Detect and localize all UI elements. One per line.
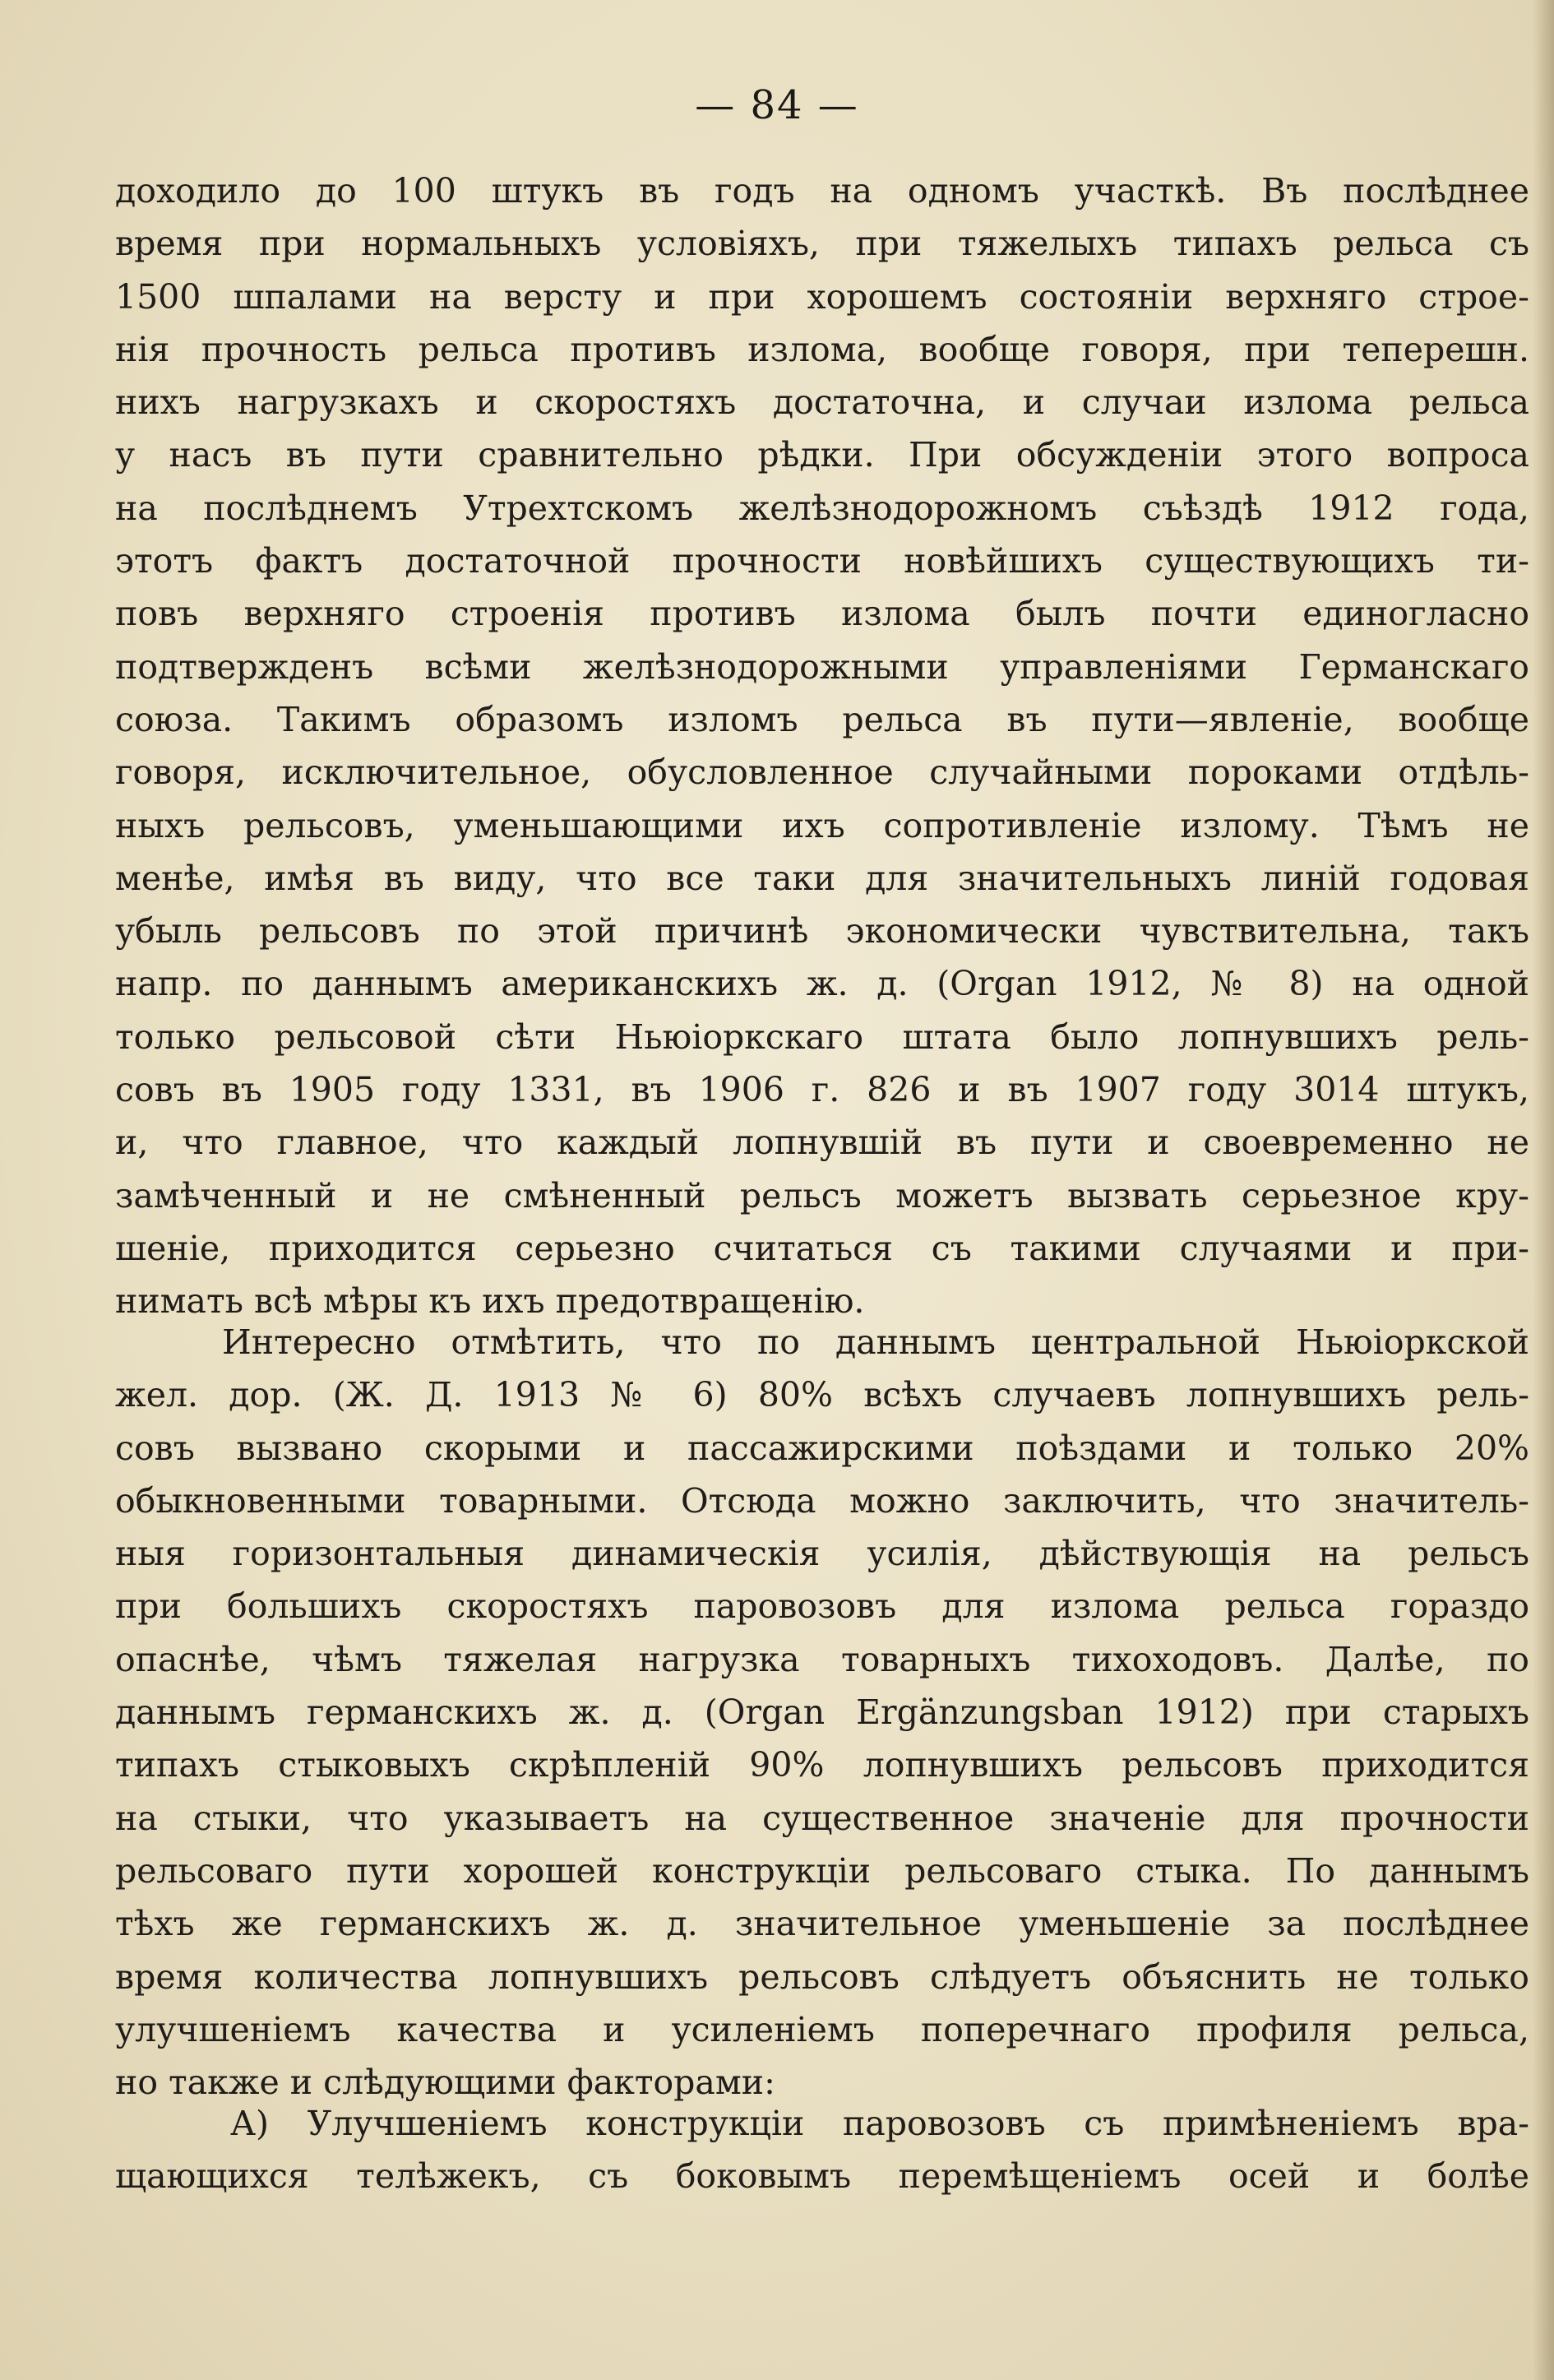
text-line: у насъ въ пути сравнительно рѣдки. При обсужденіи этого вопроса	[115, 435, 1529, 475]
paragraph-2	[115, 1316, 1529, 2109]
text-line: союза. Такимъ образомъ изломъ рельса въ пути—явленіе, вообще	[115, 699, 1529, 739]
text-line: при большихъ скоростяхъ паровозовъ для излома рельса гораздо	[115, 1586, 1529, 1627]
text-line: время количества лопнувшихъ рельсовъ слѣдуетъ объяснить не только	[115, 1956, 1529, 1997]
text-line: убыль рельсовъ по этой причинѣ экономически чувствительна, такъ	[115, 911, 1529, 952]
text-line: говоря, исключительное, обусловленное случайными пороками отдѣль-	[115, 752, 1529, 793]
text-line: ныя горизонтальныя динамическія усилія, дѣйствующія на рельсъ	[115, 1534, 1529, 1574]
text-line: Интересно отмѣтить, что по даннымъ центральной Ньюіоркской	[222, 1322, 1529, 1362]
text-line: этотъ фактъ достаточной прочности новѣйшихъ существующихъ ти-	[115, 541, 1529, 581]
text-line: обыкновенными товарными. Отсюда можно заключить, что значитель-	[115, 1480, 1529, 1521]
text-line: на послѣднемъ Утрехтскомъ желѣзнодорожномъ съѣздѣ 1912 года,	[115, 488, 1529, 528]
text-line: подтвержденъ всѣми желѣзнодорожными управленіями Германскаго	[115, 646, 1529, 687]
text-line: рельсоваго пути хорошей конструкціи рельсоваго стыка. По даннымъ	[115, 1850, 1529, 1891]
text-line: шеніе, приходится серьезно считаться съ такими случаями и при-	[115, 1228, 1529, 1268]
text-line: типахъ стыковыхъ скрѣпленій 90% лопнувшихъ рельсовъ приходится	[115, 1745, 1529, 1785]
text-line: улучшеніемъ качества и усиленіемъ поперечнаго профиля рельса,	[115, 2009, 1529, 2049]
text-line: нимать всѣ мѣры къ ихъ предотвращенію.	[115, 1281, 865, 1322]
text-line: но также и слѣдующими факторами:	[115, 2063, 775, 2103]
text-line: 1500 шпалами на версту и при хорошемъ состояніи верхняго строе-	[115, 276, 1529, 317]
text-line: время при нормальныхъ условіяхъ, при тяжелыхъ типахъ рельса съ	[115, 224, 1529, 264]
text-line: совъ въ 1905 году 1331, въ 1906 г. 826 и въ 1907 году 3014 штукъ,	[115, 1070, 1529, 1110]
text-line: напр. по даннымъ американскихъ ж. д. (Organ 1912, № 8) на одной	[115, 964, 1529, 1004]
page-number: — 84 —	[695, 82, 859, 128]
text-line: только рельсовой сѣти Ньюіоркскаго штата было лопнувшихъ рель-	[115, 1016, 1529, 1057]
text-line: щающихся телѣжекъ, съ боковымъ перемѣщеніемъ осей и болѣе	[115, 2156, 1529, 2197]
page-edge-shadow	[1533, 0, 1554, 2380]
text-line: А) Улучшеніемъ конструкціи паровозовъ съ примѣненіемъ вра-	[230, 2104, 1529, 2143]
text-line: менѣе, имѣя въ виду, что все таки для значительныхъ линій годовая	[115, 858, 1529, 898]
paragraph-3	[115, 2097, 1529, 2203]
text-line: совъ вызвано скорыми и пассажирскими поѣздами и только 20%	[115, 1428, 1529, 1468]
text-line: нія прочность рельса противъ излома, вообще говоря, при теперешн.	[115, 329, 1529, 369]
text-line: доходило до 100 штукъ въ годъ на одномъ участкѣ. Въ послѣднее	[115, 171, 1529, 211]
text-line: нихъ нагрузкахъ и скоростяхъ достаточна, и случаи излома рельса	[115, 382, 1529, 423]
paragraph-1	[115, 164, 1529, 1328]
text-line: жел. дор. (Ж. Д. 1913 № 6) 80% всѣхъ случаевъ лопнувшихъ рель-	[115, 1375, 1529, 1415]
text-line: замѣченный и не смѣненный рельсъ можетъ вызвать серьезное кру-	[115, 1175, 1529, 1215]
text-line: на стыки, что указываетъ на существенное значеніе для прочности	[115, 1798, 1529, 1838]
text-line: даннымъ германскихъ ж. д. (Organ Ergänzungsban 1912) при старыхъ	[115, 1692, 1529, 1733]
text-line: и, что главное, что каждый лопнувшій въ пути и своевременно не	[115, 1123, 1529, 1163]
text-line: ныхъ рельсовъ, уменьшающими ихъ сопротивленіе излому. Тѣмъ не	[115, 805, 1529, 845]
text-line: тѣхъ же германскихъ ж. д. значительное уменьшеніе за послѣднее	[115, 1904, 1529, 1944]
text-line: повъ верхняго строенія противъ излома былъ почти единогласно	[115, 594, 1529, 634]
text-line: опаснѣе, чѣмъ тяжелая нагрузка товарныхъ тихоходовъ. Далѣе, по	[115, 1639, 1529, 1679]
